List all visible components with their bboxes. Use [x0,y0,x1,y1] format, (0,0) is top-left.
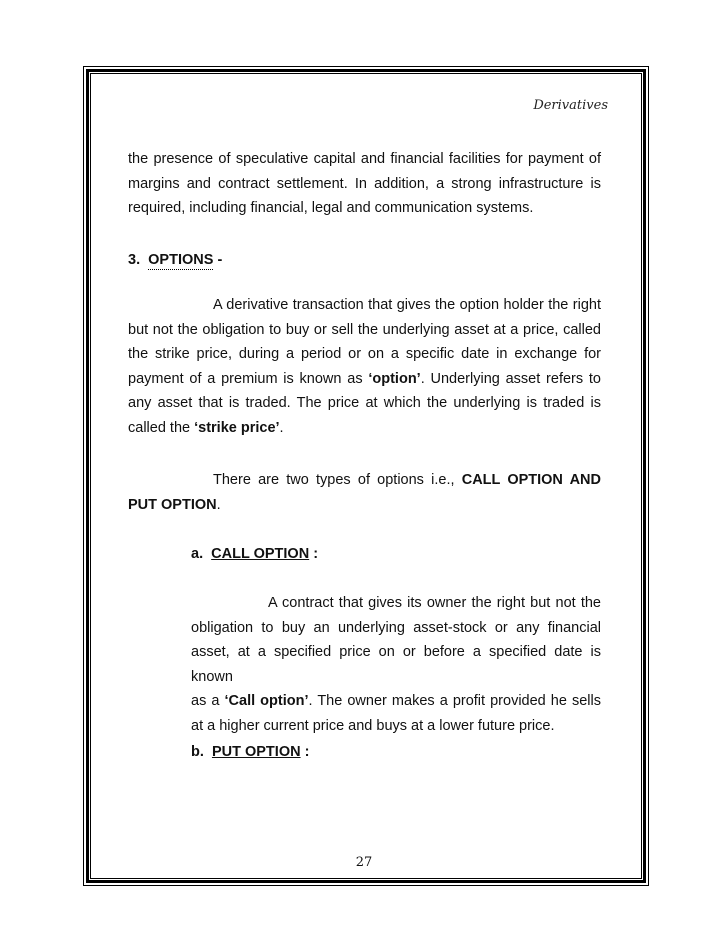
subheading-title: PUT OPTION [211,744,301,760]
text-line: any asset that is traded. The price at which the underlying is traded is [128,395,601,411]
text-line [128,468,601,493]
text-line [128,367,601,392]
text-line [191,689,601,714]
subheading-title: CALL OPTION [211,546,310,562]
section-heading-options [128,248,222,273]
text-line [128,493,601,518]
subheading-suffix: : [309,546,319,562]
subheading-put-option [191,740,309,765]
subheading-suffix: : [300,744,310,760]
text-line: A contract that gives its owner the right but not the [268,595,601,611]
text-run: called the [128,419,195,436]
text-line: A derivative transaction that gives the option holder the right [213,297,601,313]
paragraph-intro [128,147,601,221]
text-line: at a higher current price and buys at a lower future price. [191,717,555,734]
term-strike-price: ‘strike price’ [194,419,280,436]
text-run: payment of a premium is known as [128,370,369,387]
text-run: . The owner makes a profit provided he sells [308,693,601,709]
text-run: . Underlying asset refers to [420,370,601,387]
running-header: Derivatives [533,98,608,113]
paragraph-call-option [191,591,601,738]
text-run: There are two types of options i.e., [213,472,462,488]
text-line: the strike price, during a period or on a specific date in exchange for [128,346,601,362]
subheading-label: b. [191,744,204,760]
page-number: 27 [355,855,373,870]
term-call-option: CALL OPTION AND [461,472,601,488]
term-option: ‘option’ [368,370,421,387]
term-call-option-quote: ‘Call option’ [224,693,309,709]
text-run: as a [191,693,225,709]
paragraph-option-types [128,468,601,517]
paragraph-options-definition [128,293,601,440]
text-line [128,416,601,441]
text-line: asset, at a specified price on or before a specified date is known [191,644,601,685]
section-title: OPTIONS [148,252,214,268]
section-suffix: - [217,252,223,268]
text-line: but not the obligation to buy or sell the underlying asset at a price, called [128,321,601,338]
text-line: margins and contract settlement. In addition, a strong infrastructure is [128,175,601,192]
text-line: obligation to buy an underlying asset-stock or any financial [191,619,601,636]
subheading-call-option [191,542,318,567]
text-line: required, including financial, legal and communication systems. [128,200,534,216]
subheading-label: a. [191,546,204,562]
section-number: 3. [128,252,141,268]
text-line: the presence of speculative capital and financial facilities for payment of [128,151,601,167]
text-run: . [279,419,284,436]
term-put-option: PUT OPTION [128,496,217,513]
text-run: . [216,496,221,513]
